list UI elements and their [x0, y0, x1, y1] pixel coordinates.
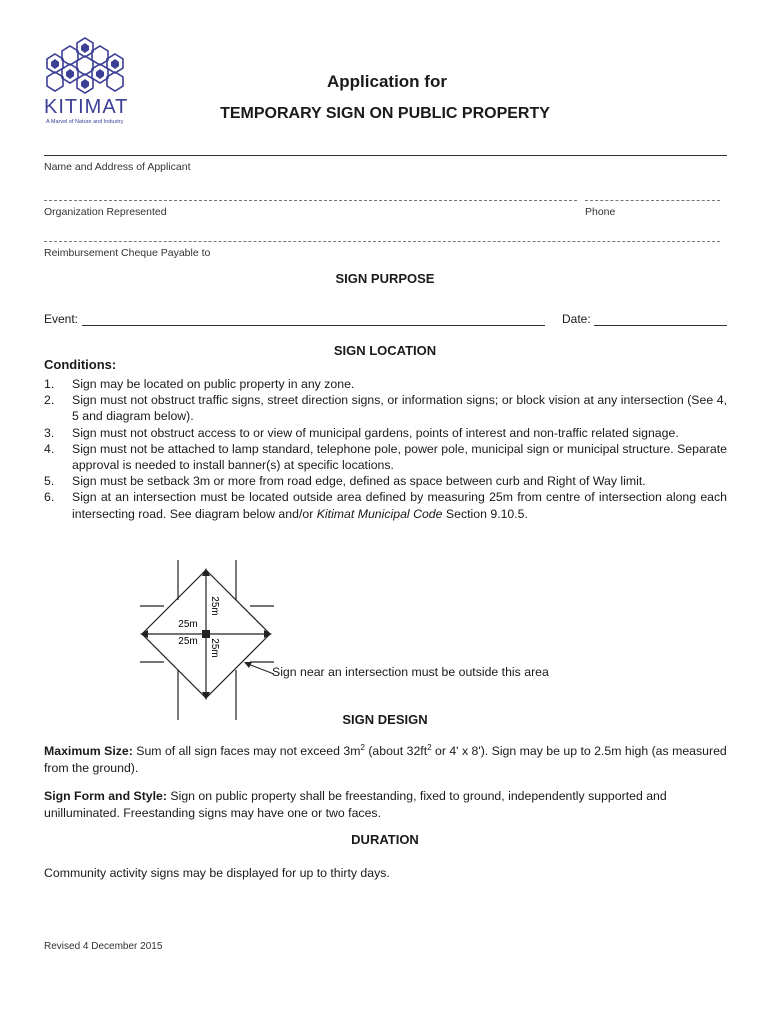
conditions-title: Conditions: — [44, 357, 117, 372]
name-address-label: Name and Address of Applicant — [44, 161, 191, 173]
list-item: 1. Sign may be located on public property in any zone. — [44, 377, 355, 391]
list-item: 4. Sign must not be attached to lamp standard, telephone pole, power pole, municipal sign or municipal structure. Separate approval is needed to install banner(s) at specific locations. — [44, 441, 727, 473]
conditions-list — [44, 376, 727, 522]
pointer-line — [248, 664, 274, 674]
organization-line[interactable] — [44, 200, 577, 201]
list-item: 2. Sign must not obstruct traffic signs, street direction signs, or information signs; or block vision at any intersection (See 4, 5 and diagram below). — [44, 393, 727, 424]
list-item: 3. Sign must not obstruct access to or view of municipal gardens, points of interest and non-traffic related signage. — [44, 425, 679, 440]
form-style-paragraph: Sign Form and Style: Sign on public property shall be freestanding, fixed to ground, independently supported and unilluminated. Freestanding signs may have one or two faces. — [44, 789, 667, 820]
title-line2: TEMPORARY SIGN ON PUBLIC PROPERTY — [220, 105, 550, 122]
organization-label: Organization Represented — [44, 206, 167, 218]
max-size-label: Maximum Size: — [44, 744, 133, 759]
title-line1: Application for — [327, 72, 447, 91]
phone-label: Phone — [585, 206, 616, 218]
logo-tagline: A Marvel of Nature and Industry — [46, 119, 124, 125]
sign-design-heading: SIGN DESIGN — [342, 712, 428, 727]
event-line[interactable] — [82, 325, 545, 326]
diagram-note: Sign near an intersection must be outside this area — [272, 665, 549, 679]
phone-line[interactable] — [585, 200, 720, 201]
event-label: Event: — [44, 312, 79, 326]
list-item: 6. Sign at an intersection must be located outside area defined by measuring 25m from centre of intersection along each intersecting road. See diagram below and/or Kitimat Municipal Code Section 9.10.5. — [44, 490, 727, 521]
logo-wordmark: KITIMAT — [44, 96, 129, 118]
form-style-label: Sign Form and Style: — [44, 789, 167, 803]
sign-purpose-heading: SIGN PURPOSE — [335, 271, 435, 286]
revised-date: Revised 4 December 2015 — [44, 941, 163, 952]
date-label: Date: — [562, 312, 591, 326]
diagram-label-left: 25m — [178, 619, 198, 630]
reimbursement-label: Reimbursement Cheque Payable to — [44, 247, 211, 259]
duration-heading: DURATION — [351, 832, 419, 847]
duration-text: Community activity signs may be displayed for up to thirty days. — [44, 866, 390, 880]
date-line[interactable] — [594, 325, 727, 326]
sign-location-heading: SIGN LOCATION — [333, 343, 437, 358]
diagram-label-top: 25m — [209, 596, 220, 616]
diagram-label-bottom: 25m — [209, 638, 220, 658]
max-size-paragraph: Maximum Size: Sum of all sign faces may not exceed $3m^2$ (about $32ft^2$ or 4' x 8'). Sign may be up to 2.5m high (as measured from the ground). — [44, 743, 727, 776]
list-item: 5. Sign must be setback 3m or more from road edge, defined as space between curb and Right of Way limit. — [44, 474, 646, 489]
municipal-code-title: Kitimat Municipal Code — [316, 506, 443, 521]
header-rule — [44, 155, 727, 156]
diagram-label-left2: 25m — [178, 636, 198, 647]
reimbursement-line[interactable] — [44, 241, 720, 242]
intersection-diagram — [140, 560, 280, 720]
